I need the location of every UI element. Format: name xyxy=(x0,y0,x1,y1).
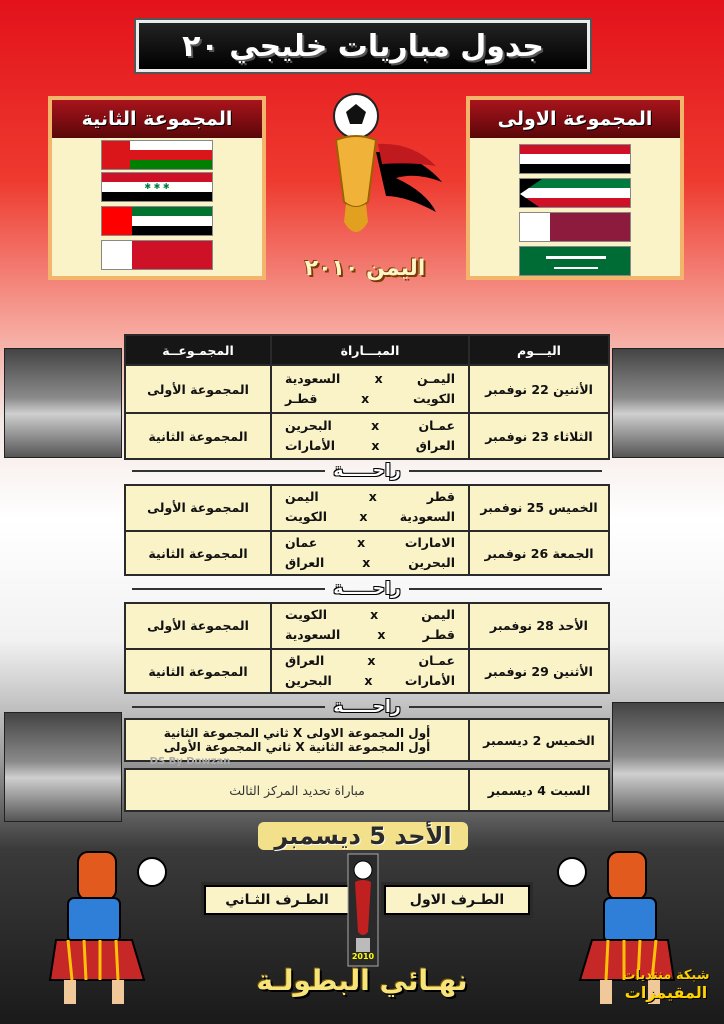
match-day: الأثنين 22 نوفمبر xyxy=(468,366,608,412)
vs-mark: x xyxy=(364,673,373,688)
third-place-row xyxy=(124,755,610,812)
watermark-line-2: المقيمزات xyxy=(624,983,708,1002)
rest-day-2 xyxy=(124,578,610,600)
vs-mark: x xyxy=(371,418,380,433)
credit-text: DS By Dowzan xyxy=(149,755,231,767)
schedule-block-3 xyxy=(124,602,610,694)
match-day: الأثنين 29 نوفمبر xyxy=(468,650,608,692)
qatar-flag xyxy=(519,212,631,242)
rest-label: راحـــــة xyxy=(333,697,401,717)
table-row xyxy=(126,412,608,458)
watermark-line-1: شبكة منتديات xyxy=(622,968,710,983)
oman-flag xyxy=(101,140,213,170)
final-side-two: الطـرف الثـاني xyxy=(204,885,350,915)
team-name: السعودية xyxy=(399,509,455,524)
match-pairs xyxy=(270,650,468,692)
semifinal-match-2: أول المجموعة الثانية X ثاني المجموعة الأولى xyxy=(163,740,431,754)
vs-mark: x xyxy=(371,438,380,453)
header-match: المبـــاراة xyxy=(270,336,468,364)
vs-mark: x xyxy=(377,627,386,642)
trophy-year: 2010 xyxy=(351,952,375,961)
trophy-photo-left-top xyxy=(4,348,122,458)
match-group: المجموعة الأولى xyxy=(147,499,249,515)
team-name: الأمارات xyxy=(404,673,455,688)
team-name: عمان xyxy=(285,535,318,550)
header-group: المجمـوعــة xyxy=(162,342,234,358)
third-place-match: مباراة تحديد المركز الثالث xyxy=(229,782,365,798)
match-day: الجمعة 26 نوفمبر xyxy=(468,532,608,574)
team-name: اليمن xyxy=(421,607,455,622)
schedule-block-1 xyxy=(124,334,610,460)
vs-mark: x xyxy=(357,535,366,550)
match-group: المجموعة الثانية xyxy=(148,545,248,561)
team-name: الأمارات xyxy=(285,438,336,453)
group-two-panel xyxy=(48,96,266,280)
group-one-panel xyxy=(466,96,684,280)
third-place-day: السبت 4 ديسمبر xyxy=(468,770,608,810)
table-row xyxy=(126,530,608,574)
team-name: العراق xyxy=(415,438,455,453)
vs-mark: x xyxy=(374,371,383,386)
table-row xyxy=(126,484,608,530)
rest-day-3 xyxy=(124,696,610,718)
team-name: العراق xyxy=(285,555,325,570)
team-name: قطر xyxy=(426,489,455,504)
team-name: الكويت xyxy=(412,391,455,406)
yemen-flag xyxy=(519,144,631,174)
final-trophy-icon xyxy=(346,852,380,970)
final-side-one: الطـرف الاول xyxy=(384,885,530,915)
rest-label: راحـــــة xyxy=(333,461,401,481)
team-name: العراق xyxy=(285,653,325,668)
vs-mark: x xyxy=(368,489,377,504)
schedule-header xyxy=(126,336,608,364)
semifinal-day: الخميس 2 ديسمبر xyxy=(468,720,608,760)
trophy-photo-right-bottom xyxy=(612,702,724,822)
header-day: اليـــوم xyxy=(468,336,608,364)
team-name: البحرين xyxy=(285,673,332,688)
table-row xyxy=(126,648,608,692)
forum-watermark xyxy=(614,968,718,1002)
match-day: الأحد 28 نوفمبر xyxy=(468,602,608,648)
match-group: المجموعة الثانية xyxy=(148,663,248,679)
schedule-block-2 xyxy=(124,484,610,576)
team-name: السعودية xyxy=(285,371,341,386)
trophy-photo-left-bottom xyxy=(4,712,122,822)
final-date: الأحد 5 ديسمبر xyxy=(258,822,468,850)
match-pairs xyxy=(270,532,468,574)
match-day: الثلاثاء 23 نوفمبر xyxy=(468,414,608,458)
host-label: اليمن ٢٠١٠ xyxy=(304,256,426,281)
uae-flag xyxy=(101,206,213,236)
vs-mark: x xyxy=(361,391,370,406)
team-name: قطـر xyxy=(422,627,455,642)
match-pairs xyxy=(270,484,468,530)
team-name: البحرين xyxy=(408,555,455,570)
team-name: الكويت xyxy=(285,607,328,622)
table-row xyxy=(126,602,608,648)
vs-mark: x xyxy=(362,555,371,570)
vs-mark: x xyxy=(359,509,368,524)
rest-day-1 xyxy=(124,460,610,482)
team-name: قطـر xyxy=(285,391,318,406)
page-title: جدول مباريات خليجي ٢٠ xyxy=(136,20,590,72)
team-name: اليمـن xyxy=(417,371,455,386)
team-name: الامارات xyxy=(404,535,455,550)
match-group: المجموعة الأولى xyxy=(147,381,249,397)
semifinal-match-1: أول المجموعة الاولى X ثاني المجموعة الثانية xyxy=(163,726,431,740)
mascot-left xyxy=(20,830,170,1010)
tournament-logo xyxy=(316,92,448,256)
group-two-title: المجموعة الثانية xyxy=(52,100,262,138)
kuwait-flag xyxy=(519,178,631,208)
iraq-flag: ✱ ✱ ✱ xyxy=(101,172,213,202)
team-name: عمـان xyxy=(418,418,455,433)
vs-mark: x xyxy=(370,607,379,622)
rest-label: راحـــــة xyxy=(333,579,401,599)
match-group: المجموعة الثانية xyxy=(148,428,248,444)
bahrain-flag xyxy=(101,240,213,270)
team-name: السعودية xyxy=(285,627,341,642)
match-pairs xyxy=(270,602,468,648)
group-one-title: المجموعة الاولى xyxy=(470,100,680,138)
team-name: اليمن xyxy=(285,489,319,504)
match-pairs xyxy=(270,366,468,412)
team-name: عمـان xyxy=(418,653,455,668)
team-name: البحرين xyxy=(285,418,332,433)
final-title: نهـائي البطولـة xyxy=(256,964,468,997)
table-row xyxy=(126,364,608,412)
trophy-photo-right-top xyxy=(612,348,724,458)
team-name: الكويت xyxy=(285,509,328,524)
match-group: المجموعة الأولى xyxy=(147,617,249,633)
match-day: الخميس 25 نوفمبر xyxy=(468,484,608,530)
saudi-arabia-flag xyxy=(519,246,631,276)
match-pairs xyxy=(270,414,468,458)
vs-mark: x xyxy=(367,653,376,668)
